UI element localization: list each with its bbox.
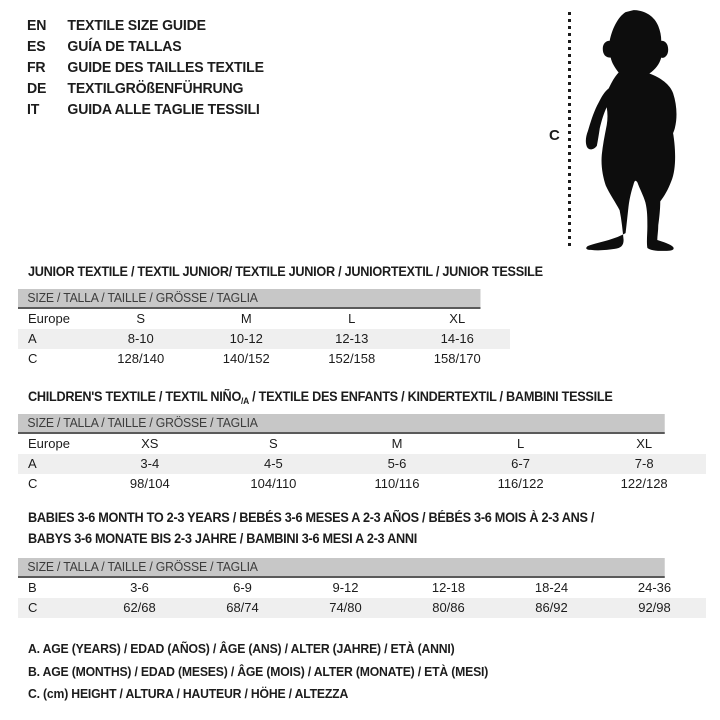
size-cell: M [240, 311, 252, 326]
language-label: TEXTILGRÖßENFÜHRUNG [67, 80, 244, 97]
value-cell: 128/140 [117, 351, 165, 366]
footnotes [28, 638, 488, 706]
value-cell: 4-5 [263, 456, 283, 471]
children-title-suffix: / TEXTILE DES ENFANTS / KINDERTEXTIL / BAMBINI TESSILE [248, 389, 613, 404]
language-label: GUIDE DES TAILLES TEXTILE [67, 59, 264, 76]
value-cell: 10-12 [229, 331, 263, 346]
language-label: GUIDA ALLE TAGLIE TESSILI [67, 101, 260, 118]
children-title-prefix: CHILDREN'S TEXTILE / TEXTIL NIÑO [28, 389, 242, 404]
value-cell: 140/152 [222, 351, 270, 366]
language-item-it [27, 99, 264, 120]
value-cell: 74/80 [329, 600, 362, 615]
size-cell: L [516, 436, 525, 451]
row-label: Europe [28, 436, 70, 451]
children-size-table [18, 414, 706, 494]
children-size-table-header: SIZE / TALLA / TAILLE / GRÖSSE / TAGLIA [18, 414, 665, 434]
size-cell: S [269, 436, 278, 451]
value-cell: 3-4 [140, 456, 160, 471]
footnote-a: A. AGE (YEARS) / EDAD (AÑOS) / ÂGE (ANS) / ALTER (JAHRE) / ETÀ (ANNI) [28, 641, 455, 656]
row-label: A [28, 456, 37, 471]
value-cell: 62/68 [123, 600, 156, 615]
language-label: TEXTILE SIZE GUIDE [67, 17, 206, 34]
table-row-height-cm [18, 474, 706, 494]
height-marker-dotted-line [568, 12, 571, 250]
row-label: C [28, 476, 38, 491]
table-row-age-years [18, 454, 706, 474]
language-item-de [27, 78, 264, 99]
junior-size-table-header: SIZE / TALLA / TAILLE / GRÖSSE / TAGLIA [18, 289, 480, 309]
table-row-height-cm [18, 349, 510, 369]
babies-title-line2: BABYS 3-6 MONATE BIS 2-3 JAHRE / BAMBINI 3-6 MESI A 2-3 ANNI [28, 531, 417, 546]
table-row-age-years [18, 329, 510, 349]
size-cell: XS [141, 436, 159, 451]
footnote-b: B. AGE (MONTHS) / EDAD (MESES) / ÂGE (MOIS) / ALTER (MONATE) / ETÀ (MESI) [28, 663, 489, 679]
junior-section-title: JUNIOR TEXTILE / TEXTIL JUNIOR/ TEXTILE JUNIOR / JUNIORTEXTIL / JUNIOR TESSILE [28, 264, 543, 279]
value-cell: 122/128 [620, 476, 668, 491]
children-section-title [28, 386, 613, 412]
value-cell: 68/74 [226, 600, 259, 615]
value-cell: 7-8 [634, 456, 654, 471]
size-cell: S [136, 311, 146, 326]
value-cell: 98/104 [129, 476, 170, 491]
language-code: IT [27, 101, 40, 118]
babies-title-line1: BABIES 3-6 MONTH TO 2-3 YEARS / BEBÉS 3-6 MESES A 2-3 AÑOS / BÉBÉS 3-6 MOIS À 2-3 ANS / [28, 510, 595, 525]
language-code: FR [27, 59, 46, 76]
language-code: DE [27, 80, 47, 97]
value-cell: 86/92 [535, 600, 568, 615]
value-cell: 6-7 [511, 456, 530, 471]
value-cell: 9-12 [332, 580, 359, 595]
table-row-europe [18, 309, 510, 329]
language-item-es [27, 36, 264, 57]
value-cell: 104/110 [250, 476, 297, 491]
children-title-subscript: /A [241, 396, 249, 406]
row-label: B [28, 580, 37, 595]
row-label: Europe [28, 311, 70, 326]
height-marker-label: C [549, 127, 560, 144]
value-cell: 12-13 [335, 331, 369, 346]
value-cell: 24-36 [637, 580, 672, 595]
row-label: A [28, 331, 37, 346]
size-cell: XL [449, 311, 466, 326]
size-cell: M [391, 436, 403, 451]
value-cell: 3-6 [130, 580, 149, 595]
value-cell: 80/86 [432, 600, 465, 615]
value-cell: 92/98 [638, 600, 671, 615]
size-cell: L [348, 311, 356, 326]
language-list [27, 15, 264, 120]
value-cell: 158/170 [433, 351, 481, 366]
language-label: GUÍA DE TALLAS [67, 38, 182, 55]
language-code: ES [27, 38, 46, 55]
language-item-fr [27, 57, 264, 78]
babies-size-table [18, 558, 706, 618]
babies-size-table-header: SIZE / TALLA / TAILLE / GRÖSSE / TAGLIA [18, 558, 665, 578]
table-row-age-months [18, 578, 706, 598]
value-cell: 6-9 [233, 580, 252, 595]
value-cell: 8-10 [127, 331, 154, 346]
language-code: EN [27, 17, 47, 34]
value-cell: 12-18 [431, 580, 466, 595]
size-cell: XL [636, 436, 653, 451]
value-cell: 18-24 [534, 580, 569, 595]
value-cell: 14-16 [440, 331, 474, 346]
babies-section-title [28, 507, 594, 549]
value-cell: 5-6 [387, 456, 407, 471]
footnote-c: C. (cm) HEIGHT / ALTURA / HAUTEUR / HÖHE / ALTEZZA [28, 686, 349, 701]
value-cell: 110/116 [374, 476, 420, 491]
language-item-en [27, 15, 264, 36]
row-label: C [28, 351, 38, 366]
value-cell: 116/122 [497, 476, 544, 491]
table-row-europe [18, 434, 706, 454]
junior-size-table [18, 289, 510, 369]
table-row-height-cm [18, 598, 706, 618]
toddler-silhouette-image [578, 8, 689, 253]
row-label: C [28, 600, 38, 615]
value-cell: 152/158 [328, 351, 376, 366]
